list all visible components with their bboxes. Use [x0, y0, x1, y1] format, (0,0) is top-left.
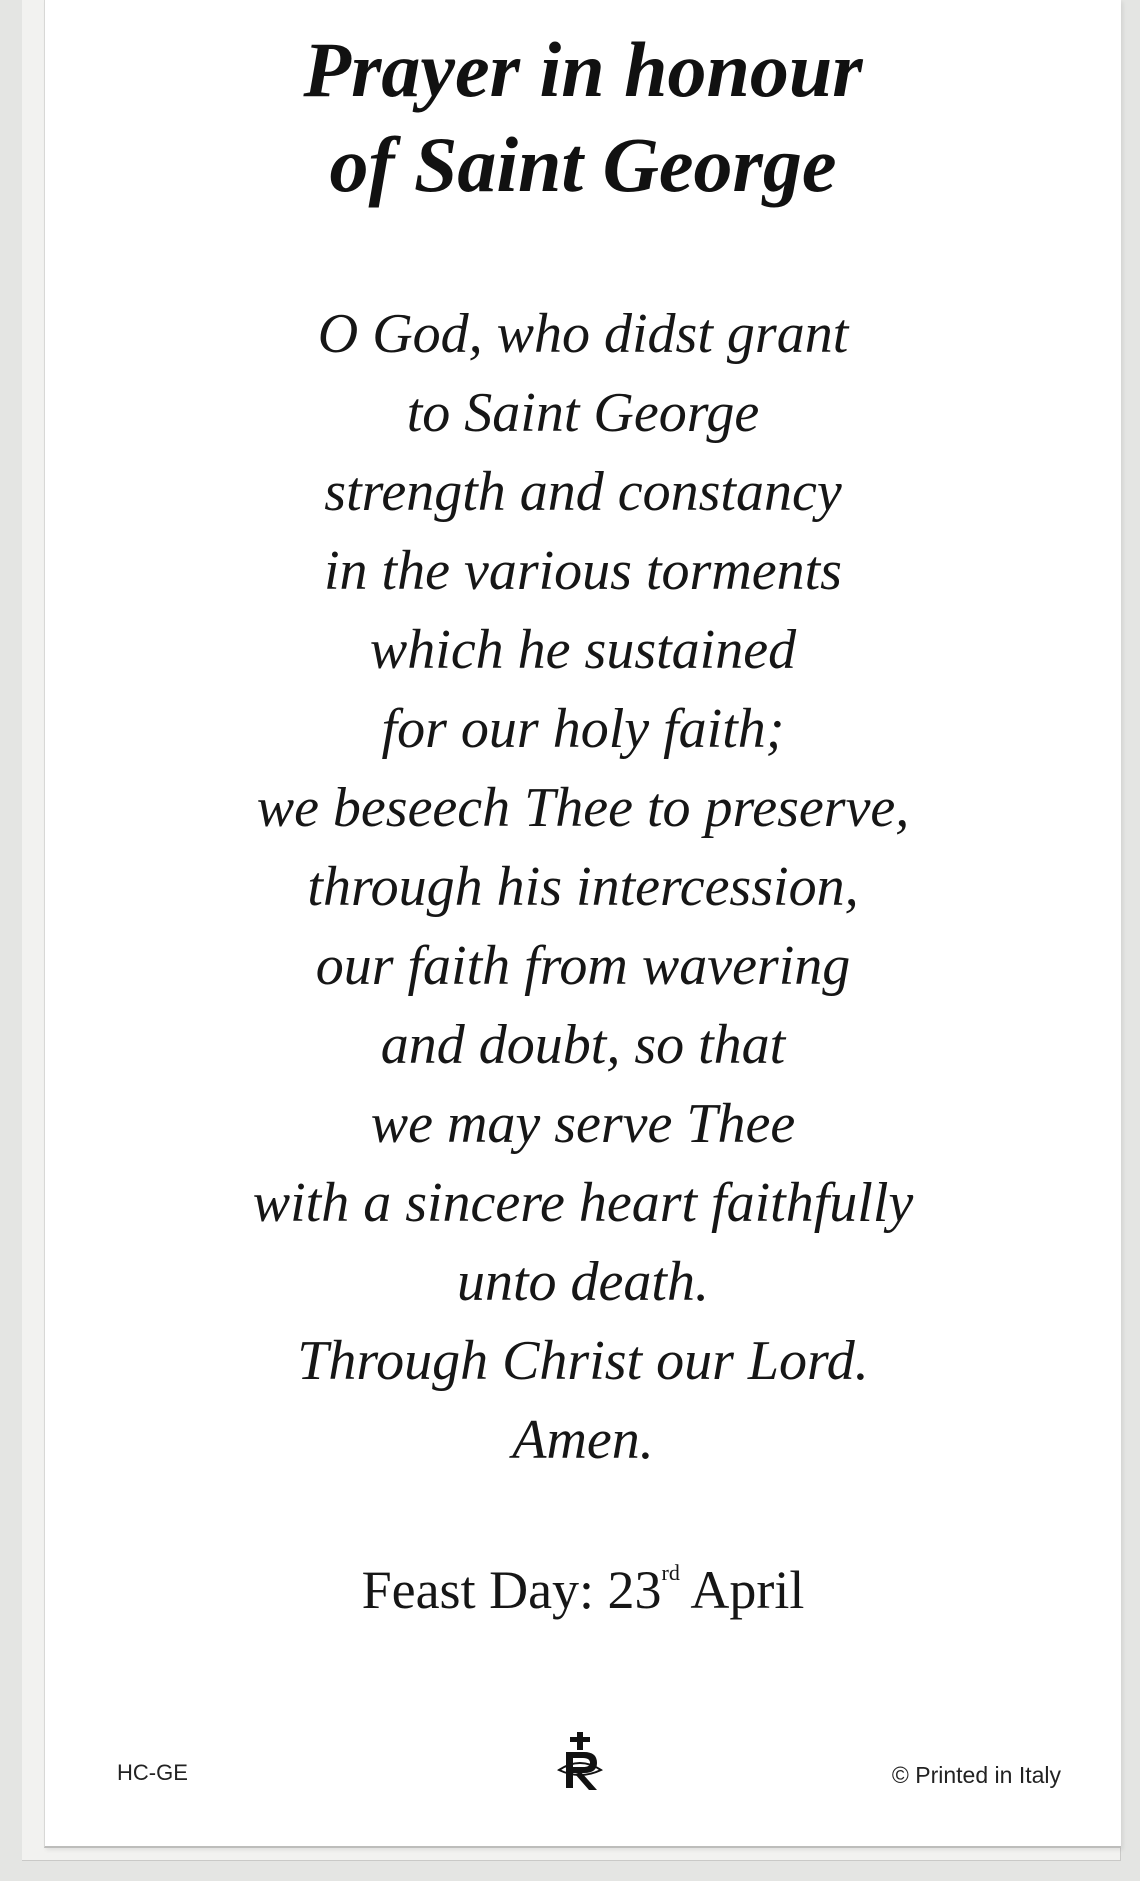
prayer-line: our faith from wavering	[315, 935, 851, 997]
prayer-line: in the various torments	[324, 540, 842, 602]
prayer-line: Amen.	[512, 1409, 654, 1471]
prayer-line: which he sustained	[369, 619, 797, 681]
prayer-card	[44, 0, 1121, 1848]
title-line: of Saint George	[329, 121, 837, 208]
prayer-line: we may serve Thee	[370, 1093, 796, 1155]
feast-day	[45, 1555, 1121, 1625]
prayer-line: Through Christ our Lord.	[297, 1330, 869, 1392]
prayer-text	[45, 295, 1121, 1480]
title-line: Prayer in honour	[303, 26, 863, 113]
prayer-line: to Saint George	[406, 382, 760, 444]
feast-day-ordinal: rd	[661, 1560, 680, 1585]
prayer-line: we beseech Thee to preserve,	[256, 777, 910, 839]
prayer-line: O God, who didst grant	[317, 303, 849, 365]
feast-day-month: April	[679, 1560, 805, 1620]
prayer-line: through his intercession,	[307, 856, 859, 918]
product-code: HC-GE	[117, 1760, 188, 1785]
card-title	[45, 22, 1121, 212]
prayer-line: strength and constancy	[324, 461, 842, 523]
prayer-line: unto death.	[457, 1251, 709, 1313]
prayer-line: with a sincere heart faithfully	[252, 1172, 914, 1234]
feast-day-label: Feast Day: 23	[361, 1560, 662, 1620]
copyright-text: © Printed in Italy	[891, 1762, 1061, 1788]
prayer-line: and doubt, so that	[380, 1014, 786, 1076]
cross-r-monogram-icon	[557, 1732, 603, 1792]
prayer-line: for our holy faith;	[381, 698, 785, 760]
